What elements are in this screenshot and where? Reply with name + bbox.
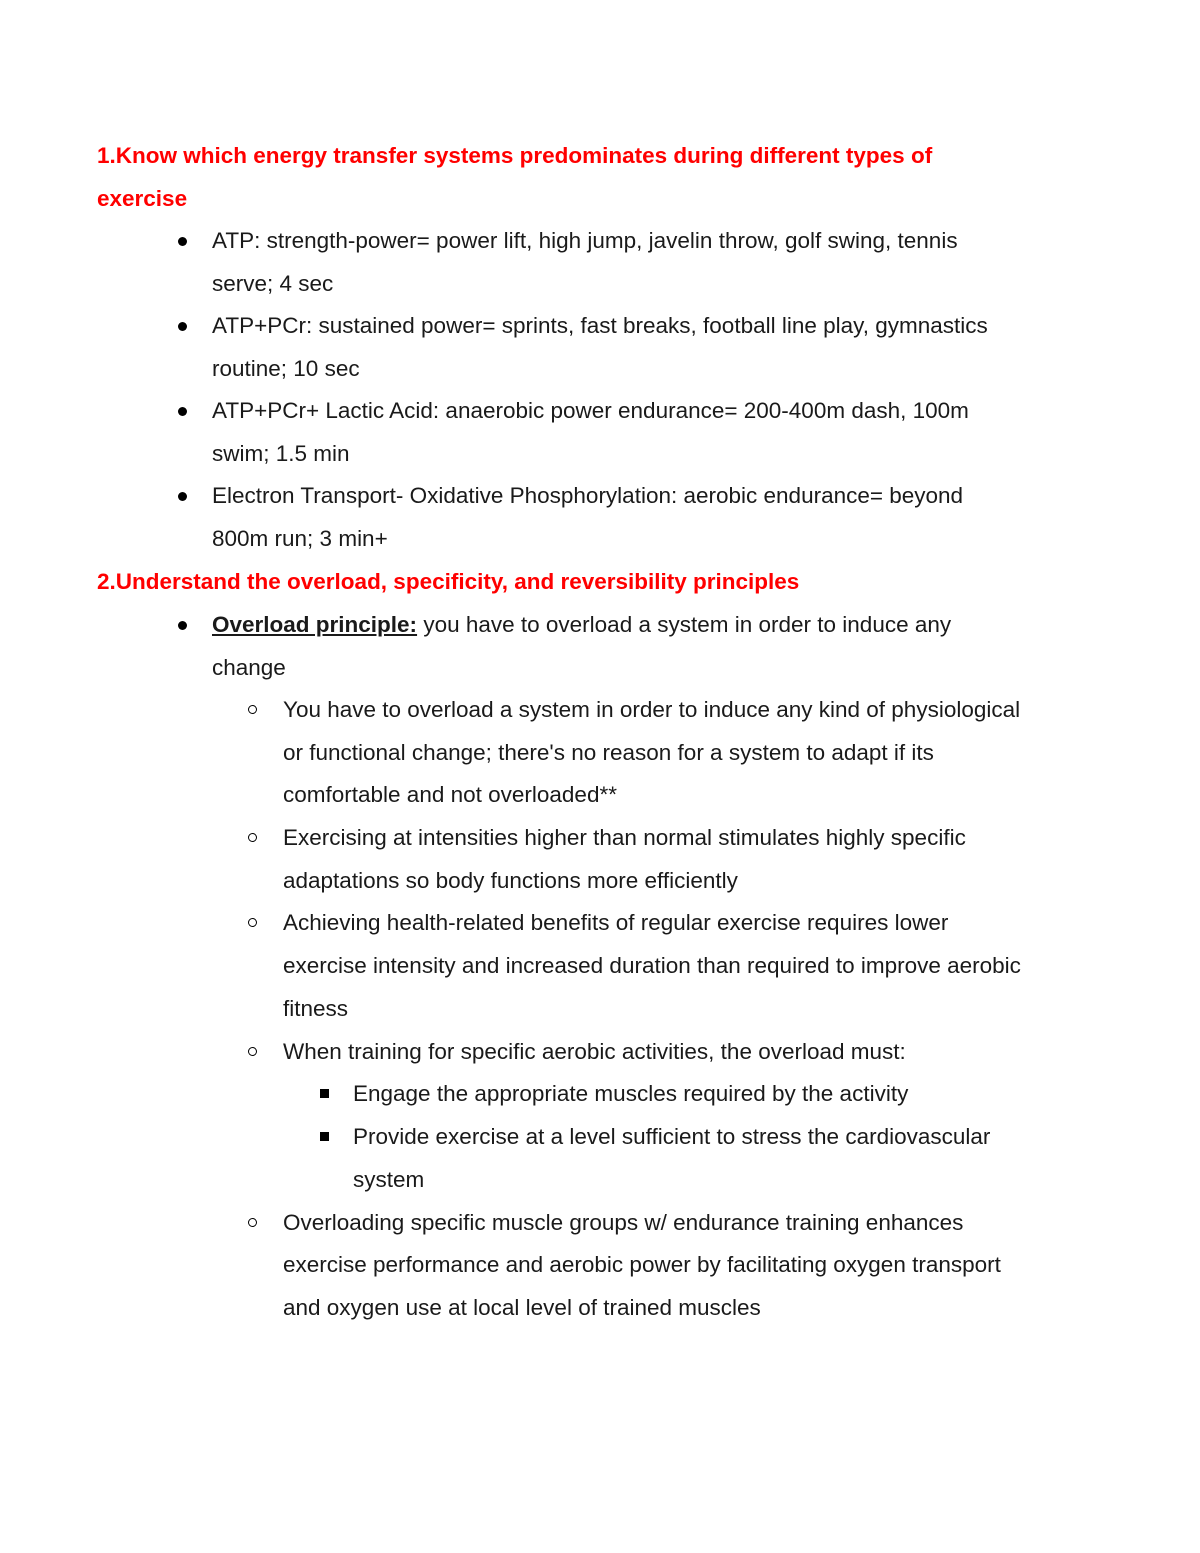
list-item-electron-transport-line2: 800m run; 3 min+	[212, 526, 388, 551]
subitem-3-line3: fitness	[283, 996, 349, 1021]
bullet-square-icon	[320, 1089, 329, 1098]
bullet-circle-icon	[248, 833, 257, 842]
bullet-circle-icon	[248, 918, 257, 927]
overload-principle-term: Overload principle:	[212, 612, 418, 637]
bullet-circle-icon	[248, 705, 257, 714]
subitem-3-line1: Achieving health-related benefits of regular exercise requires lower	[283, 910, 949, 935]
subsubitem-2-line2: system	[353, 1167, 425, 1192]
list-item-electron-transport-line1: Electron Transport- Oxidative Phosphorylation: aerobic endurance= beyond	[212, 483, 964, 508]
subitem-2-line2: adaptations so body functions more efficiently	[283, 868, 738, 893]
subsubitem-1-line1: Engage the appropriate muscles required by the activity	[353, 1081, 909, 1106]
subitem-1-line1: You have to overload a system in order to induce any kind of physiological	[283, 697, 1021, 722]
list-item-atp-line1: ATP: strength-power= power lift, high jump, javelin throw, golf swing, tennis	[212, 228, 958, 253]
list-item-atp-line2: serve; 4 sec	[212, 271, 334, 296]
bullet-square-icon	[320, 1132, 329, 1141]
list-item-lactic-acid-line2: swim; 1.5 min	[212, 441, 350, 466]
subitem-3-line2: exercise intensity and increased duration than required to improve aerobic	[283, 953, 1021, 978]
overload-principle-line1	[212, 610, 951, 640]
subitem-1-line2: or functional change; there's no reason for a system to adapt if its	[283, 740, 934, 765]
overload-principle-line2: change	[212, 655, 286, 680]
subitem-5-line2: exercise performance and aerobic power by facilitating oxygen transport	[283, 1252, 1001, 1277]
bullet-dot-icon	[178, 322, 187, 331]
bullet-dot-icon	[178, 492, 187, 501]
overload-principle-definition: you have to overload a system in order to induce any	[417, 612, 952, 637]
bullet-circle-icon	[248, 1047, 257, 1056]
subitem-5-line3: and oxygen use at local level of trained muscles	[283, 1295, 761, 1320]
subitem-2-line1: Exercising at intensities higher than normal stimulates highly specific	[283, 825, 966, 850]
bullet-dot-icon	[178, 621, 187, 630]
list-item-atp-pcr-line2: routine; 10 sec	[212, 356, 360, 381]
section1-heading-line2: exercise	[97, 186, 188, 211]
bullet-circle-icon	[248, 1218, 257, 1227]
bullet-dot-icon	[178, 237, 187, 246]
subitem-4-line1: When training for specific aerobic activities, the overload must:	[283, 1039, 906, 1064]
subitem-1-line3: comfortable and not overloaded**	[283, 782, 617, 807]
section2-heading: 2.Understand the overload, specificity, and reversibility principles	[97, 569, 800, 594]
list-item-atp-pcr-line1: ATP+PCr: sustained power= sprints, fast breaks, football line play, gymnastics	[212, 313, 988, 338]
list-item-lactic-acid-line1: ATP+PCr+ Lactic Acid: anaerobic power endurance= 200-400m dash, 100m	[212, 398, 969, 423]
section1-heading-line1: 1.Know which energy transfer systems predominates during different types of	[97, 143, 933, 168]
subsubitem-2-line1: Provide exercise at a level sufficient to stress the cardiovascular	[353, 1124, 991, 1149]
subitem-5-line1: Overloading specific muscle groups w/ endurance training enhances	[283, 1210, 964, 1235]
bullet-dot-icon	[178, 407, 187, 416]
